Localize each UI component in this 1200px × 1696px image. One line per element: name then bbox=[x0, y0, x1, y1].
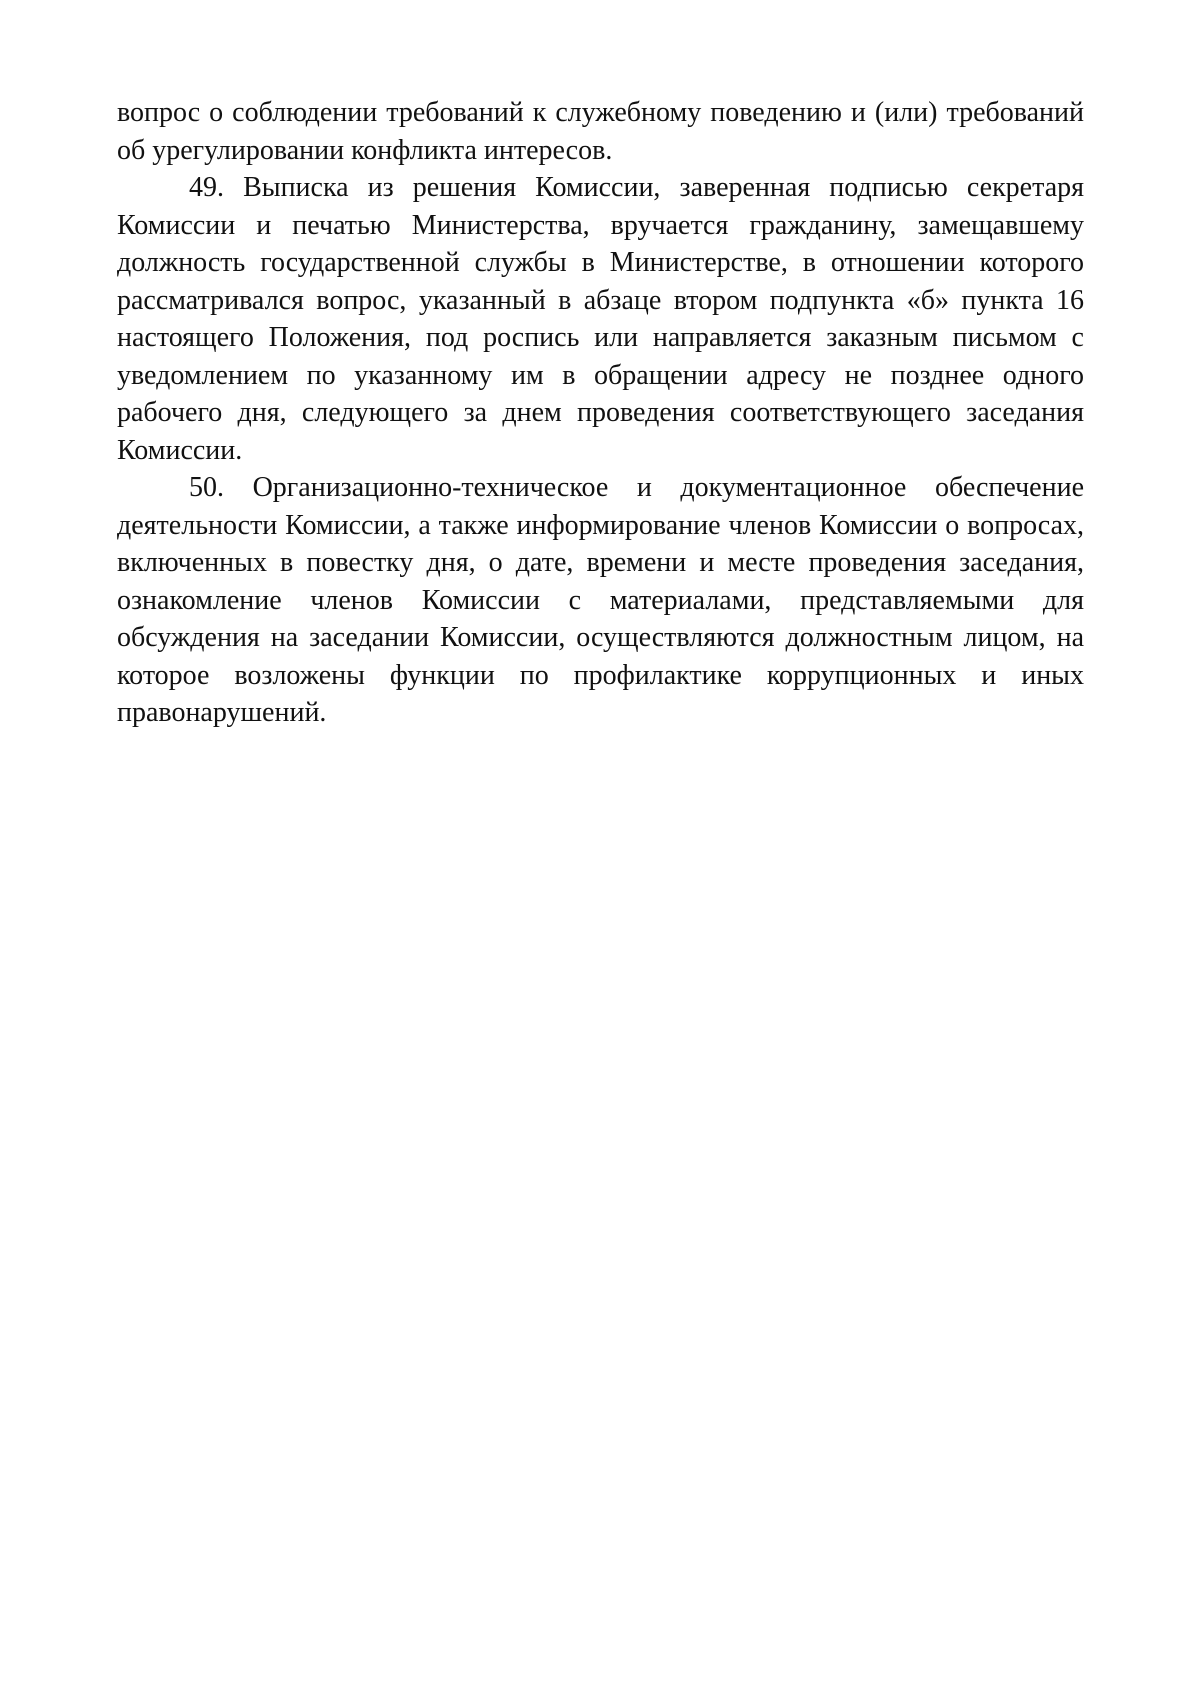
paragraph-49: 49. Выписка из решения Комиссии, заверенная подписью секретаря Комиссии и печатью Министерства, вручается гражданину, замещавшему должность государственной службы в Министерстве, в отношении которого рассматривался вопрос, указанный в абзаце втором подпункта «б» пункта 16 настоящего Положения, под роспись или направляется заказным письмом с уведомлением по указанному им в обращении адресу не позднее одного рабочего дня, следующего за днем проведения соответствующего заседания Комиссии. bbox=[117, 172, 1084, 466]
paragraph-continuation: вопрос о соблюдении требований к служебному поведению и (или) требований об урегулировании конфликта интересов. bbox=[117, 97, 1084, 166]
paragraph-50: 50. Организационно-техническое и документационное обеспечение деятельности Комиссии, а также информирование членов Комиссии о вопросах, включенных в повестку дня, о дате, времени и месте проведения заседания, ознакомление членов Комиссии с материалами, представляемыми для обсуждения на заседании Комиссии, осуществляются должностным лицом, на которое возложены функции по профилактике коррупционных и иных правонарушений. bbox=[117, 472, 1084, 728]
document-body bbox=[117, 94, 1084, 732]
